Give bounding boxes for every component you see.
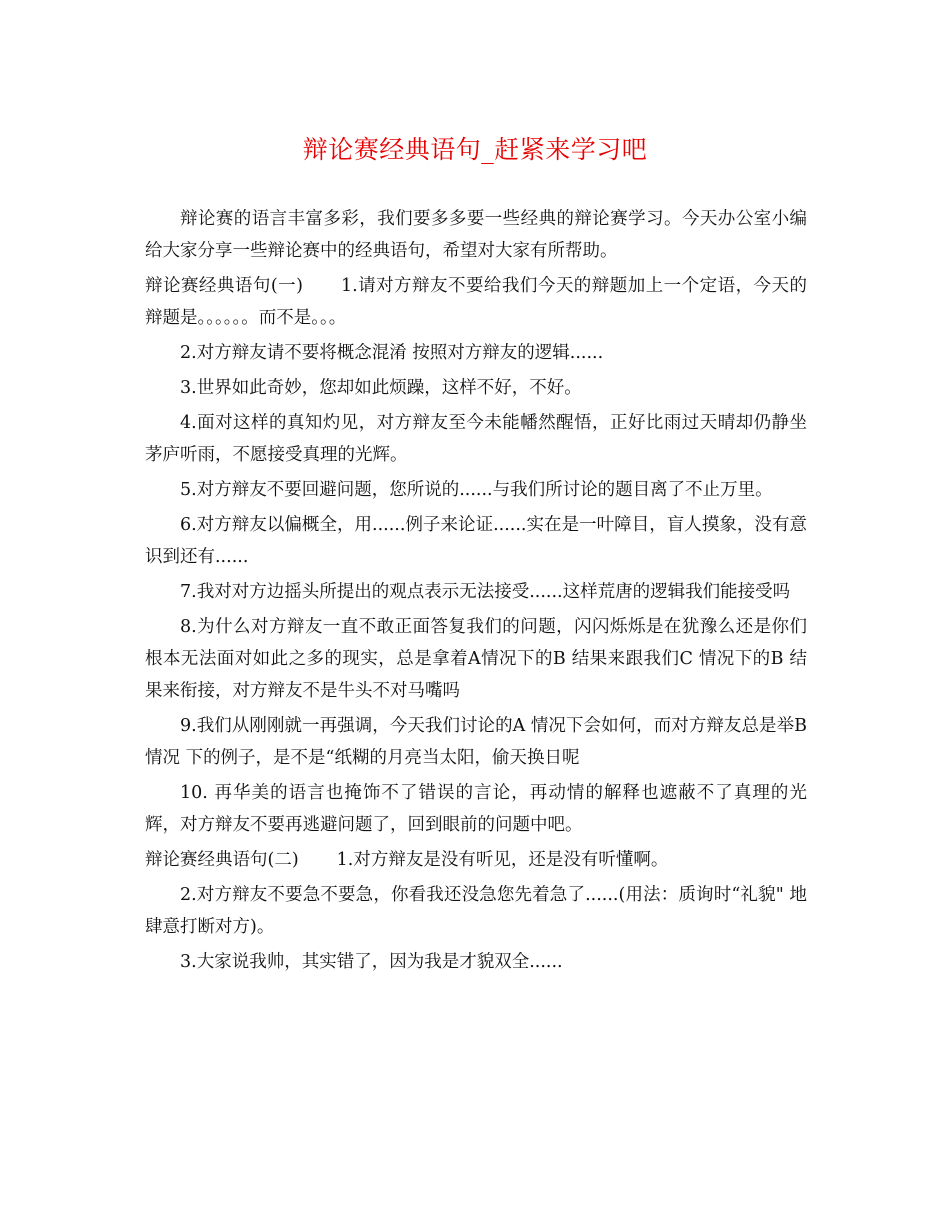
- section-1-item-10: 10. 再华美的语言也掩饰不了错误的言论，再动情的解释也遮蔽不了真理的光辉，对方辩友不要再逃避问题了，回到眼前的问题中吧。: [145, 783, 807, 835]
- section-1-item-8: 8.为什么对方辩友一直不敢正面答复我们的问题，闪闪烁烁是在犹豫么还是你们根本无法面对如此之多的现实，总是拿着A情况下的B 结果来跟我们C 情况下的B 结果来衔接，对方辩友不是牛头不对马嘴吗: [145, 617, 807, 701]
- document-title: 辩论赛经典语句_赶紧来学习吧: [302, 135, 648, 164]
- section-1-item-1: 1.请对方辩友不要给我们今天的辩题加上一个定语，今天的辩题是。。。。。。而不是。。。: [145, 276, 808, 328]
- section-1-item-3: 3.世界如此奇妙，您却如此烦躁，这样不好，不好。: [180, 378, 582, 398]
- section-2-heading: 辩论赛经典语句(二): [145, 850, 299, 870]
- section-1-item-2: 2.对方辩友请不要将概念混淆 按照对方辩友的逻辑......: [180, 343, 604, 363]
- section-1-item-7: 7.我对对方边摇头所提出的观点表示无法接受......这样荒唐的逻辑我们能接受吗: [180, 582, 791, 602]
- section-2-item-3: 3.大家说我帅，其实错了，因为我是才貌双全......: [180, 952, 563, 972]
- document-body: [145, 203, 807, 981]
- section-2-first-line: [145, 844, 807, 876]
- section-2-item-2: 2.对方辩友不要急不要急，你看我还没急您先着急了......(用法：质询时“礼貌" 地肆意打断对方)。: [145, 885, 807, 937]
- section-1-first-line: [145, 270, 807, 334]
- section-1-item-4: 4.面对这样的真知灼见，对方辩友至今未能幡然醒悟，正好比雨过天晴却仍静坐茅庐听雨，不愿接受真理的光辉。: [145, 413, 807, 465]
- section-1-item-5: 5.对方辩友不要回避问题，您所说的......与我们所讨论的题目离了不止万里。: [180, 480, 773, 500]
- section-1-item-6: 6.对方辩友以偏概全，用......例子来论证......实在是一叶障目，盲人摸象，没有意识到还有......: [145, 515, 807, 567]
- intro-paragraph: 辩论赛的语言丰富多彩，我们要多多要一些经典的辩论赛学习。今天办公室小编给大家分享一些辩论赛中的经典语句，希望对大家有所帮助。: [145, 209, 807, 261]
- section-2-item-1: 1.对方辩友是没有听见，还是没有听懂啊。: [336, 850, 669, 870]
- section-1-heading: 辩论赛经典语句(一): [145, 276, 303, 296]
- section-1-item-9: 9.我们从刚刚就一再强调，今天我们讨论的A 情况下会如何，而对方辩友总是举B 情况 下的例子，是不是“纸糊的月亮当太阳，偷天换日呢: [145, 716, 807, 768]
